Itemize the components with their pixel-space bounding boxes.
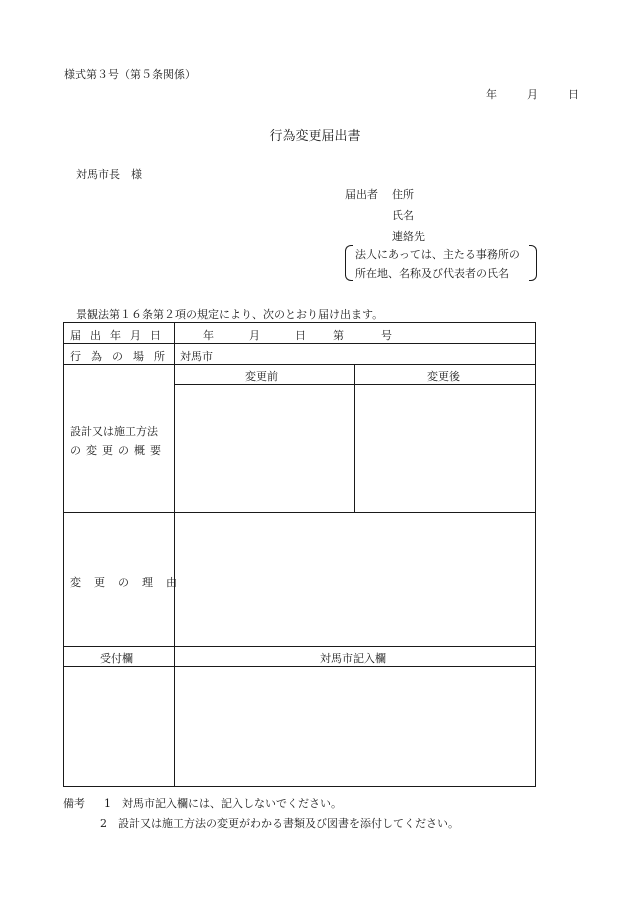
after-change-header: 変更後 xyxy=(427,370,460,383)
document-title: 行為変更届出書 xyxy=(269,129,361,144)
city-entry-header: 対馬市記入欄 xyxy=(320,652,386,665)
location-label xyxy=(70,348,175,364)
submission-month: 月 xyxy=(249,329,260,342)
change-notification-table xyxy=(63,322,536,787)
applicant-label: 届出者 xyxy=(345,188,378,201)
submission-date-label-text: 届出年月日 xyxy=(70,329,170,342)
change-summary-label-line2 xyxy=(70,442,166,458)
applicant-address-label: 住所 xyxy=(392,188,414,201)
note-1 xyxy=(63,795,342,811)
form-number: 様式第３号（第５条関係） xyxy=(64,68,196,81)
note-1-text: 対馬市記入欄には、記入しないでください。 xyxy=(122,797,342,810)
submission-date-label xyxy=(70,327,170,343)
location-value[interactable]: 対馬市 xyxy=(180,350,213,363)
submission-day: 日 xyxy=(295,329,306,342)
submission-year: 年 xyxy=(203,329,214,342)
before-change-input[interactable] xyxy=(176,386,353,511)
corporation-note-line1: 法人にあっては、主たる事務所の xyxy=(355,248,520,261)
after-change-input[interactable] xyxy=(356,386,534,511)
submission-date-value[interactable] xyxy=(203,327,392,343)
reason-label xyxy=(70,574,190,590)
location-label-text: 行為の場所 xyxy=(70,350,175,363)
submission-number-prefix: 第 xyxy=(333,329,344,342)
date-year: 年 xyxy=(486,88,497,101)
note-2-number: 2 xyxy=(100,817,107,830)
reception-area xyxy=(66,668,173,785)
before-change-header: 変更前 xyxy=(245,370,278,383)
left-bracket xyxy=(345,245,353,281)
note-1-number: 1 xyxy=(104,797,111,810)
city-entry-area xyxy=(176,668,534,785)
reason-label-text: 変更の理由 xyxy=(70,576,190,589)
corporation-note xyxy=(345,243,537,283)
applicant-contact-label: 連絡先 xyxy=(392,230,425,243)
notes-label: 備考 xyxy=(63,797,85,810)
change-summary-label-line1: 設計又は施工方法 xyxy=(70,425,158,438)
date-day: 日 xyxy=(568,88,579,101)
submission-number-suffix: 号 xyxy=(381,329,392,342)
change-summary-label-line2-text: の変更の概要 xyxy=(70,444,166,457)
note-2-text: 設計又は施工方法の変更がわかる書類及び図書を添付してください。 xyxy=(118,817,459,830)
reason-input[interactable] xyxy=(176,514,534,645)
right-bracket xyxy=(529,245,537,281)
date-month: 月 xyxy=(527,88,538,101)
reception-header: 受付欄 xyxy=(100,652,133,665)
applicant-name-label: 氏名 xyxy=(392,209,414,222)
addressee: 対馬市長 様 xyxy=(76,168,142,181)
corporation-note-line2: 所在地、名称及び代表者の氏名 xyxy=(355,267,509,280)
intro-text: 景観法第１６条第２項の規定により、次のとおり届け出ます。 xyxy=(76,308,384,321)
date-line xyxy=(486,86,579,102)
note-2 xyxy=(100,815,459,831)
